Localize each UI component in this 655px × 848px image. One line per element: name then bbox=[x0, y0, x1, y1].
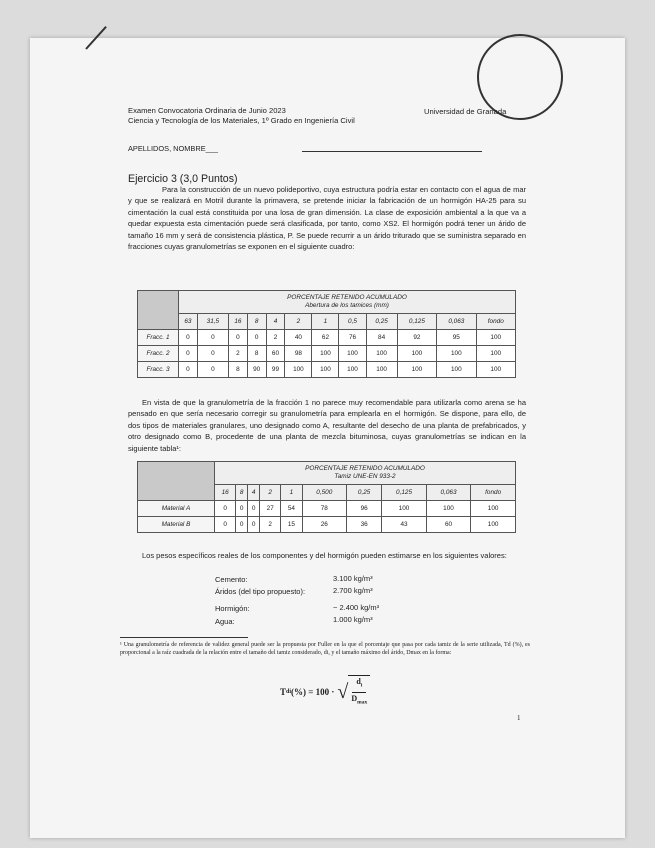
table-cell: 100 bbox=[339, 362, 366, 378]
column-header: 31,5 bbox=[197, 314, 228, 330]
weight-label-water: Agua: bbox=[215, 617, 235, 626]
table-cell: 100 bbox=[437, 346, 476, 362]
table-corner-cell bbox=[138, 291, 179, 330]
column-header: fondo bbox=[476, 314, 515, 330]
formula-lhs-sub: di bbox=[286, 688, 292, 695]
weight-label-aggregate: Áridos (del tipo propuesto): bbox=[215, 587, 306, 596]
radical-sign-icon: √ bbox=[337, 680, 349, 703]
column-header: 1 bbox=[281, 485, 302, 501]
weight-label-cement: Cemento: bbox=[215, 575, 248, 584]
weights-intro: Los pesos específicos reales de los componentes y del hormigón pueden estimarse en los siguientes valores: bbox=[142, 551, 507, 560]
table-columns-row bbox=[138, 314, 516, 330]
column-header: 2 bbox=[285, 314, 312, 330]
table-cell: 26 bbox=[302, 517, 347, 533]
formula-fraction bbox=[348, 675, 370, 708]
column-header: 1 bbox=[312, 314, 339, 330]
table-title-cell bbox=[215, 462, 516, 485]
table-cell: 0 bbox=[236, 501, 248, 517]
table-title-cell bbox=[179, 291, 516, 314]
table-subtitle: Abertura de los tamices (mm) bbox=[305, 302, 389, 309]
table-cell: 100 bbox=[476, 346, 515, 362]
row-label: Material B bbox=[138, 517, 215, 533]
table-cell: 62 bbox=[312, 330, 339, 346]
weight-label-concrete: Hormigón: bbox=[215, 604, 250, 613]
table-cell: 0 bbox=[248, 517, 260, 533]
table-cell: 0 bbox=[197, 362, 228, 378]
weight-value-cement: 3.100 kg/m³ bbox=[333, 574, 373, 583]
table-cell: 0 bbox=[215, 501, 236, 517]
materials-grading-table bbox=[137, 461, 516, 533]
table-cell: 100 bbox=[397, 362, 436, 378]
exam-session-line: Examen Convocatoria Ordinaria de Junio 2023 bbox=[128, 106, 286, 115]
table-cell: 100 bbox=[476, 330, 515, 346]
weight-value-aggregate: 2.700 kg/m³ bbox=[333, 586, 373, 595]
table-cell: 76 bbox=[339, 330, 366, 346]
table-row bbox=[138, 362, 516, 378]
column-header: 0,5 bbox=[339, 314, 366, 330]
university-name: Universidad de Granada bbox=[424, 107, 507, 116]
column-header: 8 bbox=[247, 314, 266, 330]
table-cell: 100 bbox=[471, 501, 516, 517]
table-cell: 0 bbox=[247, 330, 266, 346]
table-cell: 100 bbox=[285, 362, 312, 378]
table-cell: 0 bbox=[215, 517, 236, 533]
table-cell: 95 bbox=[437, 330, 476, 346]
fuller-formula bbox=[280, 675, 370, 708]
table-row bbox=[138, 501, 516, 517]
table-cell: 98 bbox=[285, 346, 312, 362]
table-cell: 100 bbox=[382, 501, 427, 517]
table-cell: 100 bbox=[471, 517, 516, 533]
table-cell: 96 bbox=[347, 501, 382, 517]
table-cell: 100 bbox=[339, 346, 366, 362]
table-title: PORCENTAJE RETENIDO ACUMULADO bbox=[305, 464, 425, 472]
weight-value-water: 1.000 kg/m³ bbox=[333, 615, 373, 624]
table-cell: 2 bbox=[228, 346, 247, 362]
materials-paragraph: En vista de que la granulometría de la fracción 1 no parece muy recomendable para utilizarla como arena se ha pensado en que sería necesario corregir su granulometría para emplearla en el hormigón. Se dispone, para ello, de dos tipos de materiales granulares, uno designado como A, resultante del desecho de una planta de prefabricados, y otro designado como B, procedente de una planta de mezcla bituminosa, cuyas granulometrías se indican en la siguiente tabla¹: bbox=[128, 398, 526, 453]
row-label: Fracc. 1 bbox=[138, 330, 179, 346]
table-cell: 78 bbox=[302, 501, 347, 517]
table-cell: 90 bbox=[247, 362, 266, 378]
table-cell: 15 bbox=[281, 517, 302, 533]
column-header: 4 bbox=[248, 485, 260, 501]
footnote-separator bbox=[120, 637, 248, 638]
row-label: Fracc. 2 bbox=[138, 346, 179, 362]
column-header: 0,25 bbox=[366, 314, 397, 330]
table-cell: 100 bbox=[397, 346, 436, 362]
column-header: 16 bbox=[215, 485, 236, 501]
column-header: 0,125 bbox=[397, 314, 436, 330]
table-cell: 0 bbox=[236, 517, 248, 533]
table-cell: 0 bbox=[179, 330, 198, 346]
table-title: PORCENTAJE RETENIDO ACUMULADO bbox=[287, 293, 407, 301]
table-corner-cell bbox=[138, 462, 215, 501]
formula-denominator: $D_{max}$ bbox=[351, 693, 368, 706]
page-number: 1 bbox=[517, 714, 521, 722]
table-header-row bbox=[138, 462, 516, 485]
table-cell: 8 bbox=[228, 362, 247, 378]
table-cell: 40 bbox=[285, 330, 312, 346]
table-cell: 0 bbox=[197, 330, 228, 346]
table-cell: 60 bbox=[266, 346, 285, 362]
table-cell: 0 bbox=[228, 330, 247, 346]
intro-paragraph: Para la construcción de un nuevo polideportivo, cuya estructura podría estar en contacto con el agua de mar y que se realizará en Motril durante la primavera, se pretende iniciar la fabricación de un hormigón HA-25 para su cimentación la cual está constituida por una losa de gran dimensión. La clase de exposición ambiental a la que va a quedar expuesta esta cimentación puede será clasificada, por tanto, como XS2. El hormigón podrá tener un árido de tamaño 16 mm y será de consistencia plástica, P. Se puede recurrir a un árido triturado que se suministra separado en fracciones cuyas granulometrías se exponen en el siguiente cuadro: bbox=[128, 185, 526, 252]
table-cell: 27 bbox=[260, 501, 281, 517]
table-cell: 36 bbox=[347, 517, 382, 533]
table-cell: 8 bbox=[247, 346, 266, 362]
table-cell: 99 bbox=[266, 362, 285, 378]
column-header: 63 bbox=[179, 314, 198, 330]
fractions-grading-table bbox=[137, 290, 516, 378]
table-cell: 100 bbox=[437, 362, 476, 378]
student-name-label: APELLIDOS, NOMBRE___ bbox=[128, 144, 218, 153]
footnote-text: ¹ Una granulometría de referencia de validez general puede ser la propuesta por Fuller en la que el porcentaje que pasa por cada tamiz de la serie utilizada, Td (%), es proporcional a la raíz cuadrada de la relación entre el tamaño del tamiz considerado, di, y el tamaño máximo del árido, Dmax en la forma: bbox=[120, 642, 530, 657]
course-line: Ciencia y Tecnología de los Materiales, 1º Grado en Ingeniería Civil bbox=[128, 116, 355, 125]
table-cell: 60 bbox=[426, 517, 471, 533]
row-label: Material A bbox=[138, 501, 215, 517]
table-cell: 100 bbox=[426, 501, 471, 517]
table-cell: 100 bbox=[476, 362, 515, 378]
formula-numerator: $d_i$ bbox=[352, 676, 366, 693]
table-header-row bbox=[138, 291, 516, 314]
table-subtitle: Tamiz UNE-EN 933-2 bbox=[334, 473, 396, 480]
square-root bbox=[337, 675, 370, 708]
table-cell: 0 bbox=[197, 346, 228, 362]
column-header: 8 bbox=[236, 485, 248, 501]
table-cell: 92 bbox=[397, 330, 436, 346]
table-cell: 43 bbox=[382, 517, 427, 533]
student-name-line bbox=[302, 151, 482, 152]
formula-lhs-rest: (%) = 100 · bbox=[291, 686, 335, 697]
column-header: fondo bbox=[471, 485, 516, 501]
table-cell: 84 bbox=[366, 330, 397, 346]
table-cell: 100 bbox=[312, 362, 339, 378]
table-cell: 0 bbox=[248, 501, 260, 517]
table-cell: 2 bbox=[266, 330, 285, 346]
table-cell: 100 bbox=[366, 346, 397, 362]
table-cell: 0 bbox=[179, 346, 198, 362]
table-row bbox=[138, 330, 516, 346]
column-header: 16 bbox=[228, 314, 247, 330]
table-row bbox=[138, 517, 516, 533]
column-header: 0,125 bbox=[382, 485, 427, 501]
table-row bbox=[138, 346, 516, 362]
column-header: 2 bbox=[260, 485, 281, 501]
column-header: 0,063 bbox=[426, 485, 471, 501]
table-cell: 100 bbox=[366, 362, 397, 378]
weight-value-concrete: ~ 2.400 kg/m³ bbox=[333, 603, 380, 612]
table-cell: 0 bbox=[179, 362, 198, 378]
formula-lhs: T bbox=[280, 686, 287, 697]
row-label: Fracc. 3 bbox=[138, 362, 179, 378]
table-cell: 2 bbox=[260, 517, 281, 533]
column-header: 0,25 bbox=[347, 485, 382, 501]
column-header: 4 bbox=[266, 314, 285, 330]
table-cell: 54 bbox=[281, 501, 302, 517]
exercise-title: Ejercicio 3 (3,0 Puntos) bbox=[128, 173, 238, 185]
column-header: 0,500 bbox=[302, 485, 347, 501]
column-header: 0,063 bbox=[437, 314, 476, 330]
table-cell: 100 bbox=[312, 346, 339, 362]
